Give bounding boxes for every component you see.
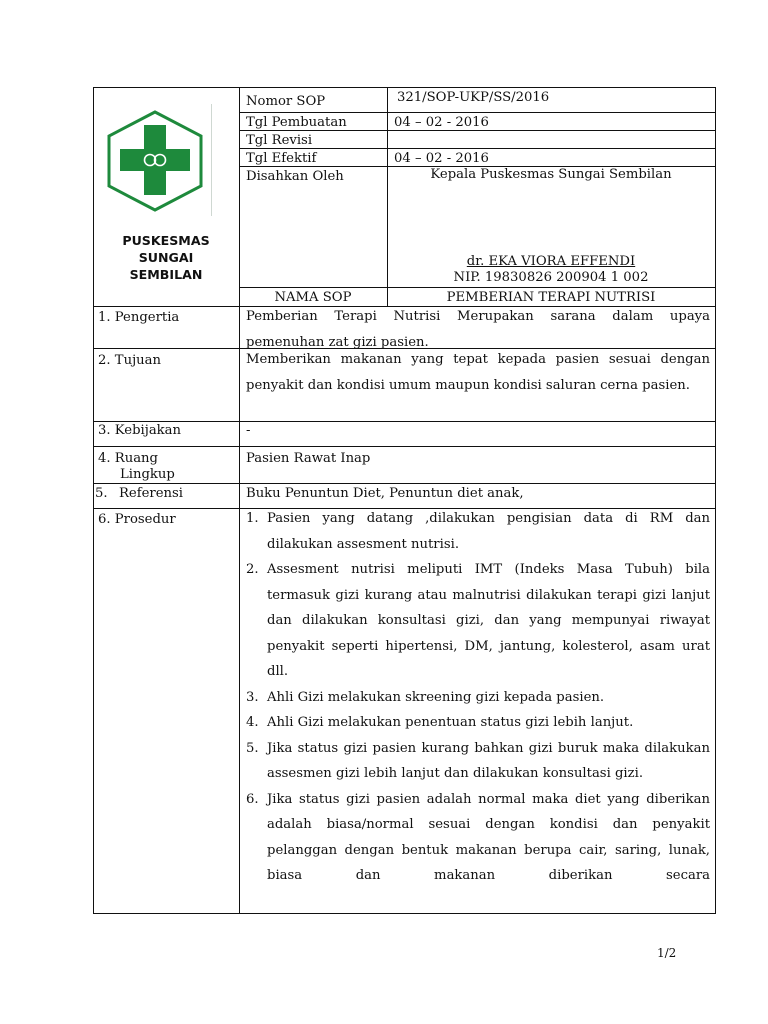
label-nama-sop: NAMA SOP [274,290,352,305]
section-label-kebijakan: 3. Kebijakan [98,423,182,438]
value-tgl-pembuatan: 04 – 02 - 2016 [394,115,489,130]
section-label-ruang: 4. Ruang [98,451,158,466]
value-tgl-efektif: 04 – 02 - 2016 [394,151,489,166]
section-text-pengertia: Pemberian Terapi Nutrisi Merupakan sarana dalam upaya pemenuhan zat gizi pasien. [246,309,710,350]
section-label-pengertia: 1. Pengertia [98,310,180,325]
section-label-referensi: Referensi [119,486,184,501]
puskesmas-logo [103,104,212,216]
section-label-tujuan: 2. Tujuan [98,353,162,368]
value-disahkan-oleh: Kepala Puskesmas Sungai Sembilan [430,167,672,182]
step-number: 2. [246,562,259,577]
step-number: 4. [246,715,259,730]
row-line [93,421,716,422]
row-line [93,483,716,484]
section-label-prosedur: 6. Prosedur [98,512,176,527]
step-number: 1. [246,511,259,526]
section-text-kebijakan: - [246,423,251,438]
value-nomor-sop: 321/SOP-UKP/SS/2016 [397,90,550,105]
org-name-line-2: SUNGAI [138,250,194,265]
step-text: Ahli Gizi melakukan penentuan status gizi lebih lanjut. [267,715,634,730]
label-tgl-efektif: Tgl Efektif [246,151,317,166]
list-item [240,685,710,711]
step-number: 5. [246,740,259,756]
row-line [239,287,716,288]
section-text-tujuan: Memberikan makanan yang tepat kepada pasien sesuai dengan penyakit dan kondisi umum maupun kondisi saluran cerna pasien. [246,352,710,393]
step-number: 6. [246,791,259,807]
section-text-referensi: Buku Penuntun Diet, Penuntun diet anak, [246,486,524,501]
label-disahkan-oleh: Disahkan Oleh [246,169,344,184]
org-name-line-3: SEMBILAN [129,267,203,282]
list-item [240,710,710,736]
section-label-lingkup: Lingkup [120,467,175,482]
list-item [240,506,710,557]
step-text: Ahli Gizi melakukan skreening gizi kepada pasien. [267,689,605,705]
row-line [239,112,716,113]
section-label-referensi-num: 5. [95,486,108,501]
signer-name: dr. EKA VIORA EFFENDI [466,254,636,269]
step-number: 3. [246,689,259,705]
list-item [240,736,710,787]
row-line [93,446,716,447]
value-nama-sop: PEMBERIAN TERAPI NUTRISI [446,290,656,305]
step-text: Jika status gizi pasien adalah normal maka diet yang diberikan adalah biasa/normal sesuai dengan kondisi dan penyakit pelanggan dengan bentuk makanan berupa cair, saring, lunak, biasa dan makanan diberikan secara [267,791,710,883]
table-border-top [93,87,716,88]
step-text: Pasien yang datang ,dilakukan pengisian data di RM dan dilakukan assesment nutrisi. [267,511,710,552]
signer-nip: NIP. 19830826 200904 1 002 [453,270,649,285]
step-text: Jika status gizi pasien kurang bahkan gizi buruk maka dilakukan assesmen gizi lebih lanjut dan dilakukan konsultasi gizi. [267,740,710,781]
table-border-bottom [93,913,716,914]
label-tgl-revisi: Tgl Revisi [246,133,313,148]
prosedur-steps [240,506,710,889]
table-border-left [93,87,94,914]
label-nomor-sop: Nomor SOP [246,94,326,109]
label-tgl-pembuatan: Tgl Pembuatan [246,115,347,130]
org-name-line-1: PUSKESMAS [122,233,210,248]
list-item [240,557,710,685]
step-text: Assesment nutrisi meliputi IMT (Indeks Masa Tubuh) bila termasuk gizi kurang atau malnutrisi dilakukan terapi gizi lanjut dan dilakukan konsultasi gizi, dan yang mempunyai riwayat penyakit seperti hipertensi, DM, jantung, kolesterol, asam urat dll. [267,562,710,679]
page-number: 1/2 [657,946,677,960]
section-text-ruang: Pasien Rawat Inap [246,451,371,466]
list-item [240,787,710,889]
table-border-right [715,87,716,914]
